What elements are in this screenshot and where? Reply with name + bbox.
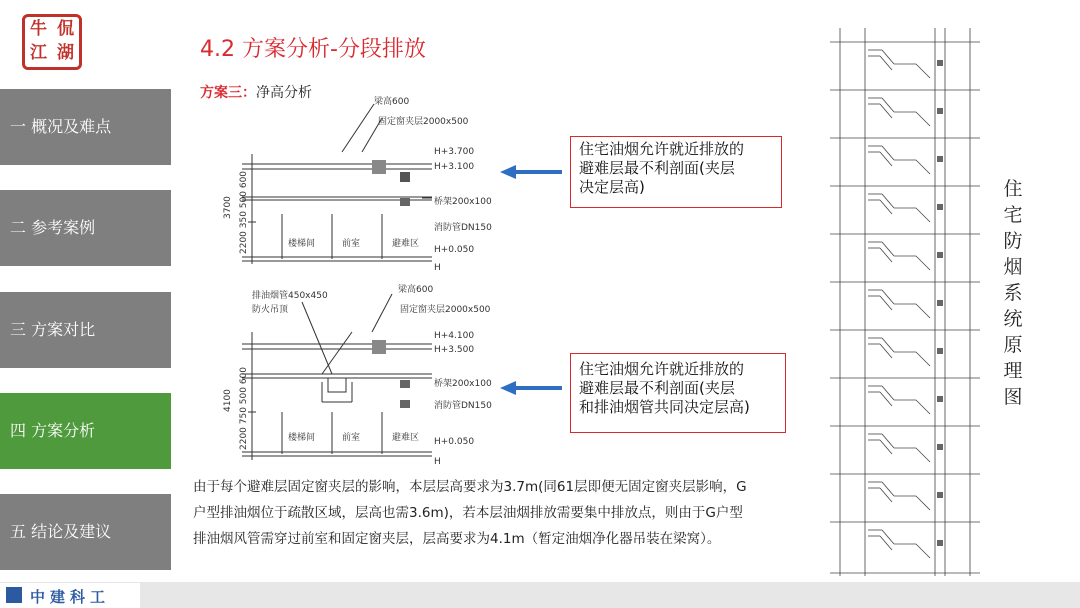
vertical-title-char: 防	[1003, 230, 1023, 252]
brand-seal-logo	[22, 14, 82, 70]
schematic-vertical-title	[1002, 176, 1024, 410]
vertical-title-char: 统	[1003, 308, 1023, 330]
elev-h0-2: H+0.050	[434, 437, 475, 447]
bridge-label-2: 桥架200x100	[434, 379, 492, 389]
elev-h1-2: H+4.100	[434, 331, 475, 341]
callout-1-line-1: 住宅油烟允许就近排放的	[579, 140, 745, 158]
callout-section-2	[570, 353, 786, 433]
vertical-title-char: 原	[1003, 334, 1023, 356]
fire-hanger-label: 防火吊顶	[252, 305, 289, 315]
room-refuge-2: 避难区	[392, 433, 420, 443]
beam-label-2: 梁高600	[398, 285, 434, 295]
vertical-title-char: 宅	[1003, 204, 1023, 226]
footer-brand	[0, 583, 140, 608]
nav-item-overview[interactable]: 一 概况及难点	[0, 89, 171, 165]
nav-item-scheme-comparison[interactable]: 三 方案对比	[0, 292, 171, 368]
window-label: 固定窗夹层2000x500	[378, 117, 469, 127]
analysis-line-1: 由于每个避难层固定窗夹层的影响，本层层高要求为3.7m(同61层即便无固定窗夹层影响，G	[193, 479, 747, 495]
seal-char-1: 牛	[30, 19, 47, 39]
footer-brand-name: 中建科工	[30, 588, 111, 606]
page-title: 4.2 方案分析-分段排放	[200, 37, 426, 62]
nav-item-scheme-analysis[interactable]: 四 方案分析	[0, 393, 171, 469]
seal-char-3: 江	[30, 43, 47, 63]
arrow-left-icon	[500, 380, 564, 396]
nav-item-reference-cases[interactable]: 二 参考案例	[0, 190, 171, 266]
pipe-label-2: 消防管DN150	[434, 401, 492, 411]
footer-bar	[0, 582, 1080, 608]
callout-2-line-1: 住宅油烟允许就近排放的	[579, 360, 745, 378]
bridge-label: 桥架200x100	[434, 197, 492, 207]
smoke-control-schematic	[820, 28, 992, 576]
elev-h-2: H	[434, 457, 441, 467]
vertical-title-char: 系	[1003, 282, 1023, 304]
callout-1-line-2: 避难层最不利剖面(夹层	[579, 159, 735, 177]
dim-parts-label-2: 2200 750 500 600	[239, 366, 249, 450]
duct-label: 排油烟管450x450	[252, 291, 328, 301]
vertical-title-char: 图	[1003, 386, 1023, 408]
callout-section-1	[570, 136, 782, 208]
room-lobby: 前室	[342, 239, 361, 249]
room-stair-2: 楼梯间	[288, 433, 316, 443]
arrow-left-icon	[500, 164, 564, 180]
elev-h1: H+3.700	[434, 147, 475, 157]
elev-h2: H+3.100	[434, 162, 475, 172]
analysis-line-2: 户型排油烟位于疏散区域，层高也需3.6m)，若本层油烟排放需要集中排放点，则由于G户型	[193, 505, 743, 521]
window-label-2: 固定窗夹层2000x500	[400, 305, 491, 315]
elev-h: H	[434, 263, 441, 273]
nav-item-conclusion[interactable]: 五 结论及建议	[0, 494, 171, 570]
pipe-label: 消防管DN150	[434, 223, 492, 233]
brand-logo-icon	[6, 587, 22, 603]
callout-2-line-2: 避难层最不利剖面(夹层	[579, 379, 735, 397]
dim-total-label: 3700	[223, 196, 233, 219]
dim-parts-label: 2200 350 500 600	[239, 170, 249, 254]
subtitle-scheme: 方案三：	[200, 85, 256, 101]
section-drawing-2	[222, 282, 502, 470]
seal-char-2: 侃	[57, 19, 74, 39]
section-drawing-1	[222, 94, 502, 274]
beam-label: 梁高600	[374, 97, 410, 107]
room-stair: 楼梯间	[288, 239, 316, 249]
seal-char-4: 湖	[57, 43, 74, 63]
room-lobby-2: 前室	[342, 433, 361, 443]
analysis-line-3: 排油烟风管需穿过前室和固定窗夹层，层高要求为4.1m（暂定油烟净化器吊装在梁窝）。	[193, 531, 721, 547]
room-refuge: 避难区	[392, 239, 420, 249]
callout-1-line-3: 决定层高)	[579, 178, 645, 196]
vertical-title-char: 住	[1003, 178, 1023, 200]
vertical-title-char: 烟	[1003, 256, 1023, 278]
analysis-text	[193, 474, 813, 552]
subtitle-topic: 净高分析	[256, 85, 312, 101]
elev-h0: H+0.050	[434, 245, 475, 255]
dim-total-label-2: 4100	[223, 389, 233, 412]
elev-h2-2: H+3.500	[434, 345, 475, 355]
callout-2-line-3: 和排油烟管共同决定层高)	[579, 398, 750, 416]
vertical-title-char: 理	[1003, 360, 1023, 382]
